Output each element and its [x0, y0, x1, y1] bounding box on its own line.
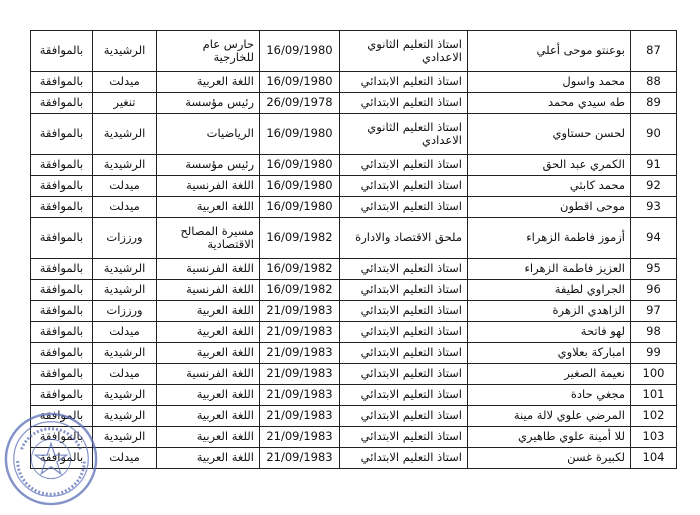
employee-name-cell: للا أمينة علوي طاهيري	[468, 427, 631, 448]
grade-cell: استاذ التعليم الابتدائي	[340, 197, 468, 218]
grade-cell: استاذ التعليم الابتدائي	[340, 448, 468, 469]
grade-cell: ملحق الاقتصاد والادارة	[340, 218, 468, 259]
grade-cell: استاذ التعليم الابتدائي	[340, 343, 468, 364]
specialty-cell: اللغة العربية	[157, 406, 260, 427]
table-row	[31, 280, 677, 301]
decision-cell: بالموافقة	[31, 427, 93, 448]
grade-cell: استاذ التعليم الابتدائي	[340, 406, 468, 427]
city-cell: الرشيدية	[93, 259, 157, 280]
city-cell: الرشيدية	[93, 406, 157, 427]
employee-name-cell: الكمري عبد الحق	[468, 155, 631, 176]
row-number-cell: 103	[631, 427, 677, 448]
city-cell: الرشيدية	[93, 427, 157, 448]
employee-name-cell: لهو فاتحة	[468, 322, 631, 343]
table-row	[31, 364, 677, 385]
specialty-cell: اللغة العربية	[157, 72, 260, 93]
decision-cell: بالموافقة	[31, 197, 93, 218]
grade-cell: استاذ التعليم الثانوي الاعدادي	[340, 114, 468, 155]
city-cell: ميدلت	[93, 72, 157, 93]
grade-cell: استاذ التعليم الابتدائي	[340, 155, 468, 176]
row-number-cell: 101	[631, 385, 677, 406]
grade-cell: استاذ التعليم الابتدائي	[340, 364, 468, 385]
hire-date-cell: 26/09/1978	[260, 93, 340, 114]
specialty-cell: اللغة العربية	[157, 322, 260, 343]
employee-name-cell: امباركة بعلاوي	[468, 343, 631, 364]
city-cell: الرشيدية	[93, 114, 157, 155]
specialty-cell: اللغة العربية	[157, 385, 260, 406]
employee-name-cell: طه سيدي محمد	[468, 93, 631, 114]
row-number-cell: 94	[631, 218, 677, 259]
employee-name-cell: بوعنتو موحى أعلي	[468, 31, 631, 72]
employee-name-cell: محمد كابثي	[468, 176, 631, 197]
city-cell: ميدلت	[93, 176, 157, 197]
row-number-cell: 88	[631, 72, 677, 93]
table-row	[31, 176, 677, 197]
row-number-cell: 91	[631, 155, 677, 176]
specialty-cell: اللغة الفرنسية	[157, 176, 260, 197]
grade-cell: استاذ التعليم الابتدائي	[340, 72, 468, 93]
hire-date-cell: 16/09/1980	[260, 176, 340, 197]
city-cell: الرشيدية	[93, 385, 157, 406]
decision-cell: بالموافقة	[31, 155, 93, 176]
hire-date-cell: 21/09/1983	[260, 322, 340, 343]
employee-name-cell: موحى اقطون	[468, 197, 631, 218]
row-number-cell: 96	[631, 280, 677, 301]
hire-date-cell: 21/09/1983	[260, 427, 340, 448]
employee-name-cell: لكبيرة غسن	[468, 448, 631, 469]
grade-cell: استاذ التعليم الابتدائي	[340, 93, 468, 114]
hire-date-cell: 21/09/1983	[260, 343, 340, 364]
employee-name-cell: الزاهدي الزهرة	[468, 301, 631, 322]
grade-cell: استاذ التعليم الابتدائي	[340, 385, 468, 406]
row-number-cell: 99	[631, 343, 677, 364]
decision-cell: بالموافقة	[31, 385, 93, 406]
table-row	[31, 218, 677, 259]
hire-date-cell: 16/09/1982	[260, 218, 340, 259]
table-row	[31, 31, 677, 72]
row-number-cell: 104	[631, 448, 677, 469]
city-cell: ورززات	[93, 301, 157, 322]
grade-cell: استاذ التعليم الثانوي الاعدادي	[340, 31, 468, 72]
decision-cell: بالموافقة	[31, 406, 93, 427]
grade-cell: استاذ التعليم الابتدائي	[340, 322, 468, 343]
row-number-cell: 95	[631, 259, 677, 280]
decision-cell: بالموافقة	[31, 114, 93, 155]
table-row	[31, 322, 677, 343]
city-cell: تنغير	[93, 93, 157, 114]
city-cell: ورززات	[93, 218, 157, 259]
city-cell: ميدلت	[93, 448, 157, 469]
specialty-cell: رئيس مؤسسة	[157, 93, 260, 114]
employee-name-cell: الجراوي لطيفة	[468, 280, 631, 301]
city-cell: ميدلت	[93, 197, 157, 218]
row-number-cell: 87	[631, 31, 677, 72]
city-cell: الرشيدية	[93, 31, 157, 72]
row-number-cell: 92	[631, 176, 677, 197]
employee-name-cell: مجغي حادة	[468, 385, 631, 406]
roster-body	[31, 31, 677, 469]
row-number-cell: 90	[631, 114, 677, 155]
row-number-cell: 102	[631, 406, 677, 427]
table-row	[31, 343, 677, 364]
city-cell: ميدلت	[93, 322, 157, 343]
hire-date-cell: 16/09/1980	[260, 31, 340, 72]
row-number-cell: 89	[631, 93, 677, 114]
table-row	[31, 72, 677, 93]
hire-date-cell: 16/09/1980	[260, 197, 340, 218]
specialty-cell: اللغة العربية	[157, 197, 260, 218]
city-cell: الرشيدية	[93, 280, 157, 301]
decision-cell: بالموافقة	[31, 72, 93, 93]
specialty-cell: اللغة الفرنسية	[157, 364, 260, 385]
hire-date-cell: 21/09/1983	[260, 301, 340, 322]
specialty-cell: اللغة العربية	[157, 343, 260, 364]
city-cell: ميدلت	[93, 364, 157, 385]
specialty-cell: اللغة الفرنسية	[157, 259, 260, 280]
specialty-cell: رئيس مؤسسة	[157, 155, 260, 176]
decision-cell: بالموافقة	[31, 218, 93, 259]
decision-cell: بالموافقة	[31, 280, 93, 301]
table-row	[31, 427, 677, 448]
decision-cell: بالموافقة	[31, 259, 93, 280]
employee-name-cell: المرضي علوي لالة مينة	[468, 406, 631, 427]
table-row	[31, 448, 677, 469]
hire-date-cell: 16/09/1980	[260, 155, 340, 176]
hire-date-cell: 16/09/1982	[260, 280, 340, 301]
decision-cell: بالموافقة	[31, 301, 93, 322]
row-number-cell: 93	[631, 197, 677, 218]
grade-cell: استاذ التعليم الابتدائي	[340, 259, 468, 280]
specialty-cell: اللغة العربية	[157, 448, 260, 469]
row-number-cell: 97	[631, 301, 677, 322]
decision-cell: بالموافقة	[31, 343, 93, 364]
specialty-cell: حارس عام للخارجية	[157, 31, 260, 72]
table-row	[31, 385, 677, 406]
decision-cell: بالموافقة	[31, 31, 93, 72]
employee-name-cell: نعيمة الصغير	[468, 364, 631, 385]
decision-cell: بالموافقة	[31, 322, 93, 343]
table-row	[31, 114, 677, 155]
grade-cell: استاذ التعليم الابتدائي	[340, 176, 468, 197]
table-row	[31, 301, 677, 322]
hire-date-cell: 21/09/1983	[260, 364, 340, 385]
hire-date-cell: 21/09/1983	[260, 448, 340, 469]
hire-date-cell: 16/09/1980	[260, 114, 340, 155]
table-row	[31, 93, 677, 114]
hire-date-cell: 21/09/1983	[260, 406, 340, 427]
table-row	[31, 155, 677, 176]
row-number-cell: 100	[631, 364, 677, 385]
employee-name-cell: لحسن حستاوي	[468, 114, 631, 155]
specialty-cell: اللغة العربية	[157, 301, 260, 322]
decision-cell: بالموافقة	[31, 176, 93, 197]
employee-name-cell: أزموز فاطمة الزهراء	[468, 218, 631, 259]
city-cell: الرشيدية	[93, 343, 157, 364]
table-row	[31, 259, 677, 280]
decision-cell: بالموافقة	[31, 93, 93, 114]
hire-date-cell: 21/09/1983	[260, 385, 340, 406]
grade-cell: استاذ التعليم الابتدائي	[340, 301, 468, 322]
grade-cell: استاذ التعليم الابتدائي	[340, 280, 468, 301]
decision-cell: بالموافقة	[31, 364, 93, 385]
hire-date-cell: 16/09/1982	[260, 259, 340, 280]
specialty-cell: مسيرة المصالح الاقتصادية	[157, 218, 260, 259]
row-number-cell: 98	[631, 322, 677, 343]
specialty-cell: اللغة الفرنسية	[157, 280, 260, 301]
specialty-cell: اللغة العربية	[157, 427, 260, 448]
decision-cell: بالموافقة	[31, 448, 93, 469]
hire-date-cell: 16/09/1980	[260, 72, 340, 93]
city-cell: الرشيدية	[93, 155, 157, 176]
table-row	[31, 406, 677, 427]
roster-table	[30, 30, 677, 469]
employee-name-cell: العزيز فاطمة الزهراء	[468, 259, 631, 280]
specialty-cell: الرياضيات	[157, 114, 260, 155]
grade-cell: استاذ التعليم الابتدائي	[340, 427, 468, 448]
employee-name-cell: محمد واسول	[468, 72, 631, 93]
table-row	[31, 197, 677, 218]
